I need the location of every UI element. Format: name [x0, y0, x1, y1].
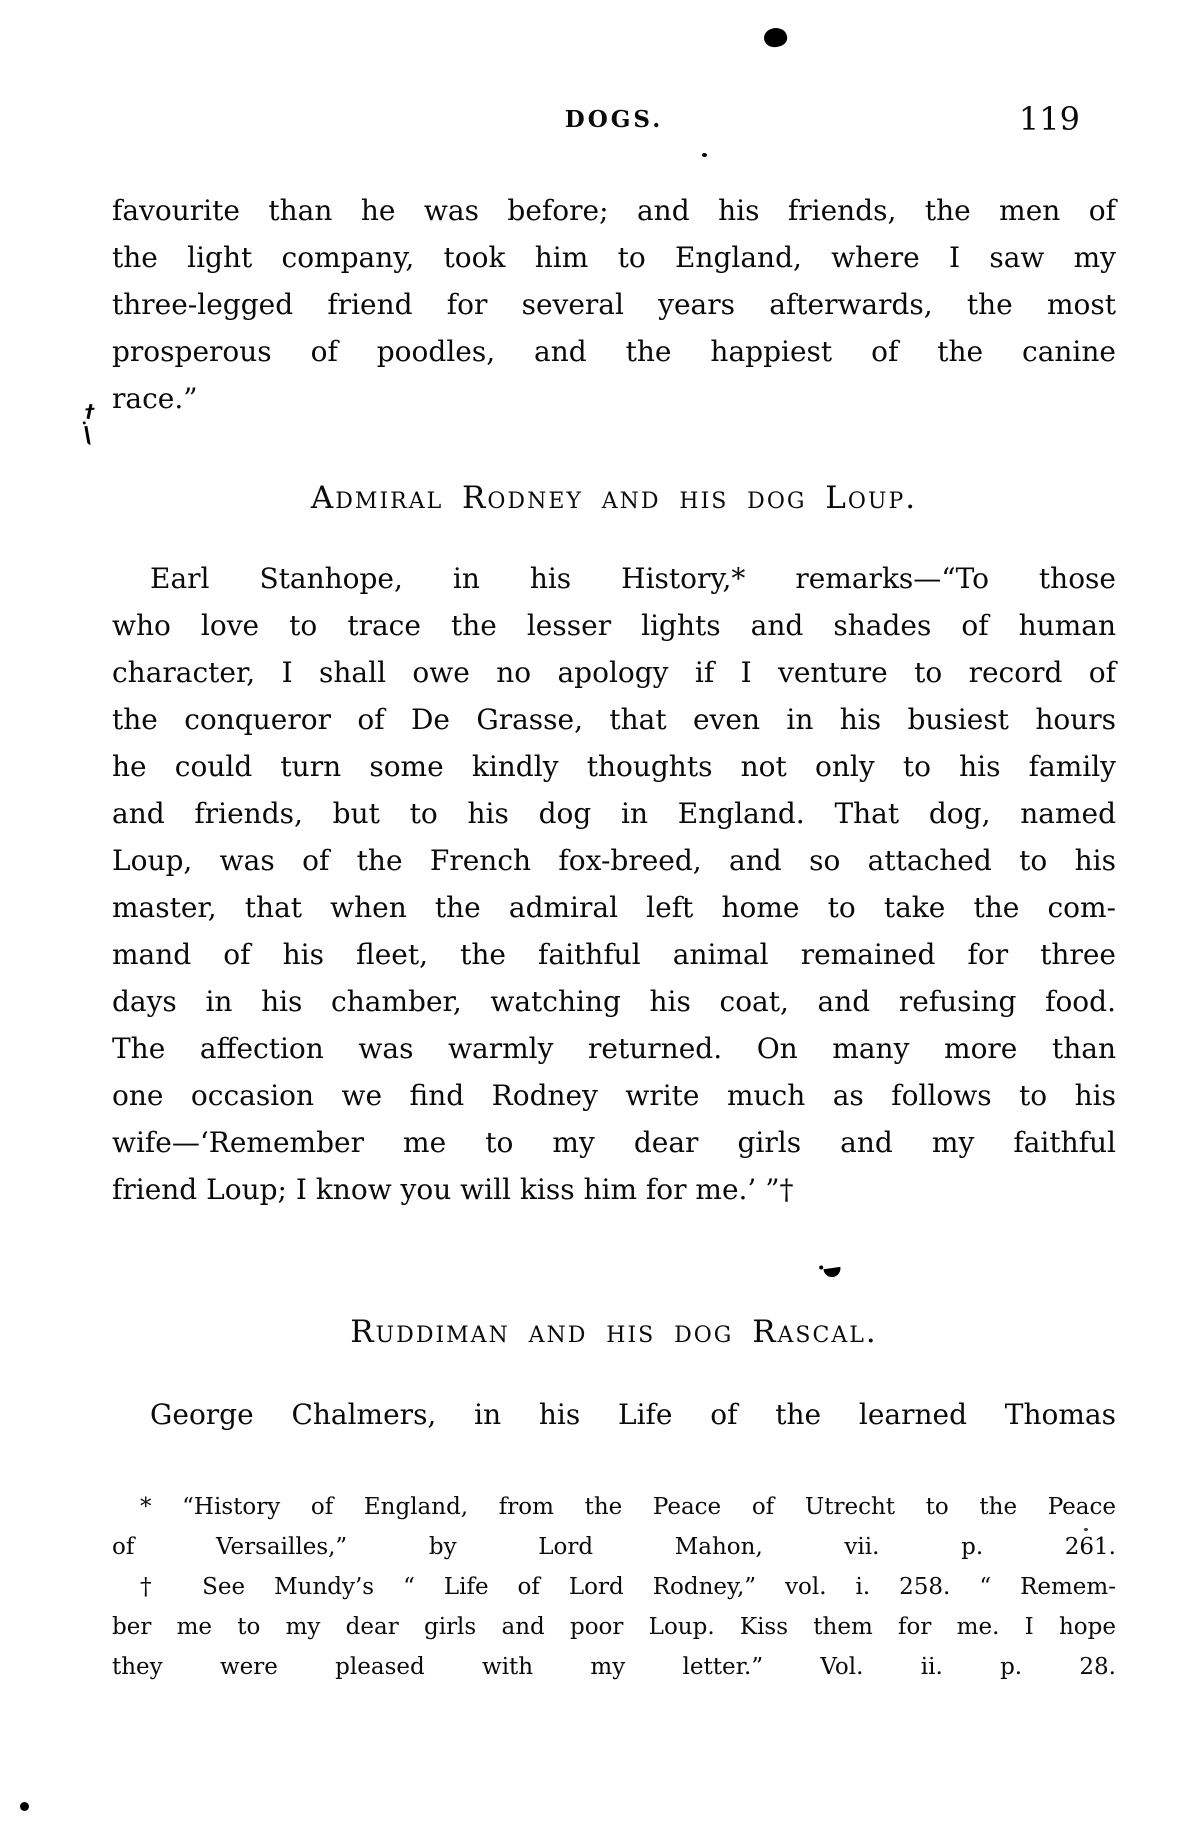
text-line: race.” [112, 382, 198, 415]
text-line: one occasion we find Rodney write much as follows to his [112, 1079, 1116, 1112]
text-line: three-legged friend for several years afterwards, the most [112, 288, 1116, 321]
ruddiman-paragraph [112, 1391, 1116, 1438]
text-line: Loup, was of the French fox-breed, and so attached to his [112, 844, 1116, 877]
text-line: master, that when the admiral left home to take the com- [112, 891, 1116, 924]
text-line: mand of his fleet, the faithful animal remained for three [112, 938, 1116, 971]
text-line: character, I shall owe no apology if I venture to record of [112, 656, 1116, 689]
ink-speck-left-margin-2 [84, 426, 90, 445]
section-heading-ruddiman: Ruddiman and his dog Rascal. [350, 1314, 878, 1350]
ink-smudge-between-sections [823, 1267, 841, 1278]
ink-speck-left-margin-1 [86, 404, 92, 419]
text-line: the light company, took him to England, where I saw my [112, 241, 1116, 274]
text-line: he could turn some kindly thoughts not only to his family [112, 750, 1116, 783]
text-line: The affection was warmly returned. On many more than [112, 1032, 1116, 1065]
intro-paragraph [112, 187, 1116, 422]
footnote-line: † See Mundy’s “ Life of Lord Rodney,” vol. i. 258. “ Remem- [140, 1574, 1116, 1600]
text-line: the conqueror of De Grasse, that even in his busiest hours [112, 703, 1116, 736]
ink-speck-under-header [702, 153, 707, 157]
footnote-line: ber me to my dear girls and poor Loup. Kiss them for me. I hope [112, 1614, 1116, 1640]
text-line: who love to trace the lesser lights and shades of human [112, 609, 1116, 642]
page-number: 119 [1018, 100, 1080, 138]
text-line: Earl Stanhope, in his History,* remarks—“To those [150, 562, 1116, 595]
footnote-line: of Versailles,” by Lord Mahon, vii. p. 261. [112, 1534, 1116, 1560]
footnote-second [112, 1567, 1116, 1687]
text-line: George Chalmers, in his Life of the learned Thomas [150, 1398, 1116, 1431]
text-line: friend Loup; I know you will kiss him for me.’ ”† [112, 1173, 794, 1206]
footnote-line: they were pleased with my letter.” Vol. ii. p. 28. [112, 1654, 1116, 1680]
ink-dot-bottom-left [20, 1802, 29, 1811]
ink-blot-top [762, 26, 788, 49]
text-line: favourite than he was before; and his friends, the men of [112, 194, 1116, 227]
rodney-paragraph [112, 555, 1116, 1213]
running-title: DOGS. [564, 106, 664, 133]
footnote-line: * “History of England, from the Peace of Utrecht to the Peace [140, 1494, 1116, 1520]
text-line: wife—‘Remember me to my dear girls and my faithful [112, 1126, 1116, 1159]
text-line: prosperous of poodles, and the happiest of the canine [112, 335, 1116, 368]
text-line: and friends, but to his dog in England. That dog, named [112, 797, 1116, 830]
section-heading-rodney: Admiral Rodney and his dog Loup. [310, 480, 918, 516]
text-line: days in his chamber, watching his coat, and refusing food. [112, 985, 1116, 1018]
footnote-first [112, 1487, 1116, 1567]
